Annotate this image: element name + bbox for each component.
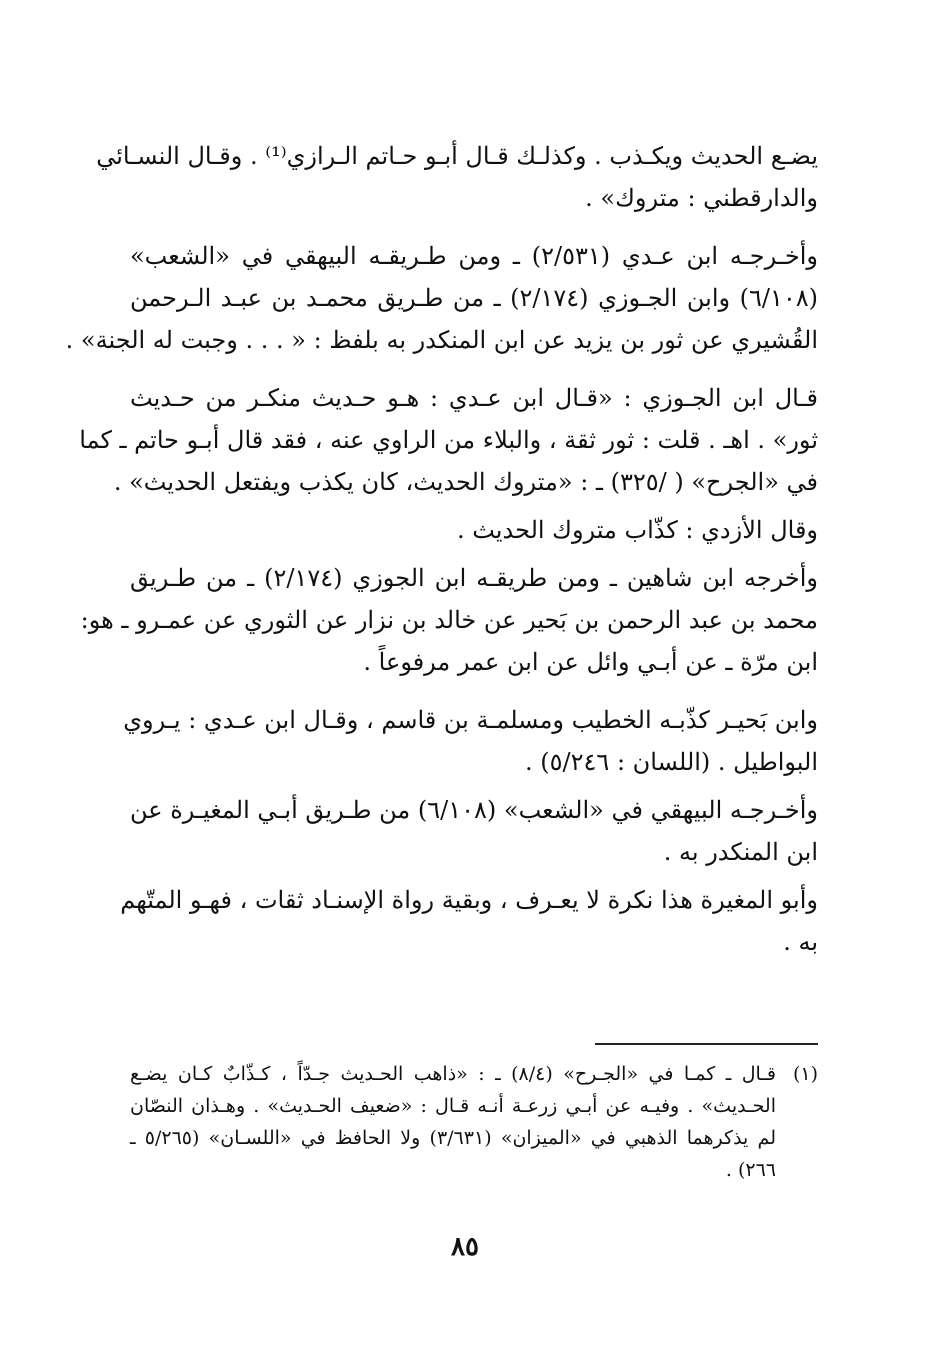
text-line: وابن بَحيـر كذّبـه الخطيب ومسلمـة بن قاسم ، وقـال ابن عـدي : يـروي <box>123 706 818 734</box>
paragraph <box>120 879 818 963</box>
text-line: وأخرجه ابن شاهين ـ ومن طريقـه ابن الجوزي (٢/١٧٤) ـ من طـريق <box>130 564 819 592</box>
paragraph <box>123 699 818 783</box>
paragraph <box>65 235 819 361</box>
footnote <box>130 1058 818 1186</box>
footnote-text: قـال ـ كمـا في «الجـرح» (٨/٤) ـ : «ذاهب الحـديث جـدّاً ، كـذّابٌ كـان يضـع <box>130 1063 776 1085</box>
paragraph <box>96 135 818 219</box>
paragraph <box>130 789 818 873</box>
page-number: ٨٥ <box>451 1232 479 1262</box>
text-line: في «الجرح» ( /٣٢٥) ـ : «متروك الحديث، كان يكذب ويفتعل الحديث» . <box>113 468 818 496</box>
text-line: وأخـرجـه ابن عـدي (٢/٥٣١) ـ ومن طـريقـه البيهقي في «الشعب» <box>130 242 819 270</box>
paragraph <box>79 377 818 503</box>
text-line: وأبو المغيرة هذا نكرة لا يعـرف ، وبقية رواة الإسنـاد ثقات ، فهـو المتّهم <box>120 886 818 914</box>
text-line: (٦/١٠٨) وابن الجـوزي (٢/١٧٤) ـ من طـريق محمـد بن عبـد الـرحمن <box>130 284 818 312</box>
text-line: محمد بن عبد الرحمن بن بَحير عن خالد بن نزار عن الثوري عن عمـرو ـ هو: <box>80 606 818 634</box>
paragraph <box>80 557 819 683</box>
text-line: وأخـرجـه البيهقي في «الشعب» (٦/١٠٨) من طـريق أبـي المغيـرة عن <box>130 796 819 824</box>
text-line: وقال الأزدي : كذّاب متروك الحديث . <box>456 516 818 544</box>
footnote-marker: (١) <box>792 1063 818 1085</box>
text-line: والدارقطني : متروك» . <box>585 184 818 212</box>
footnote-line: ٢٦٦) . <box>725 1159 776 1181</box>
footnote-divider <box>595 1043 818 1045</box>
text-line: يضـع الحديث ويكـذب . وكذلـك قـال أبـو حـاتم الـرازي⁽¹⁾ . وقـال النسـائي <box>96 142 818 170</box>
text-line: قـال ابن الجـوزي : «قـال ابن عـدي : هـو حـديث منكـر من حـديث <box>130 384 818 412</box>
text-line: ابن المنكدر به . <box>663 838 818 866</box>
main-text <box>65 135 819 963</box>
paragraph <box>130 509 818 551</box>
text-line: القُشيري عن ثور بن يزيد عن ابن المنكدر به بلفظ : « . . . وجبت له الجنة» . <box>65 326 818 354</box>
text-line: ابن مرّة ـ عن أبـي وائل عن ابن عمر مرفوعاً . <box>363 648 818 676</box>
text-line: ثور» . اهـ . قلت : ثور ثقة ، والبلاء من الراوي عنه ، فقد قال أبـو حاتم ـ كما <box>79 426 818 454</box>
text-line: البواطيل . (اللسان : ٥/٢٤٦) . <box>525 748 818 776</box>
text-line: به . <box>783 928 818 956</box>
footnote-line <box>130 1058 818 1090</box>
footnote-line: لم يذكرهما الذهبي في «الميزان» (٣/٦٣١) ولا الحافظ في «اللسـان» (٥/٢٦٥ ـ <box>130 1127 776 1149</box>
footnote-line: الحـديث» . وفيـه عن أبـي زرعـة أنـه قـال : «ضعيف الحـديث» . وهـذان النصّان <box>130 1095 776 1117</box>
